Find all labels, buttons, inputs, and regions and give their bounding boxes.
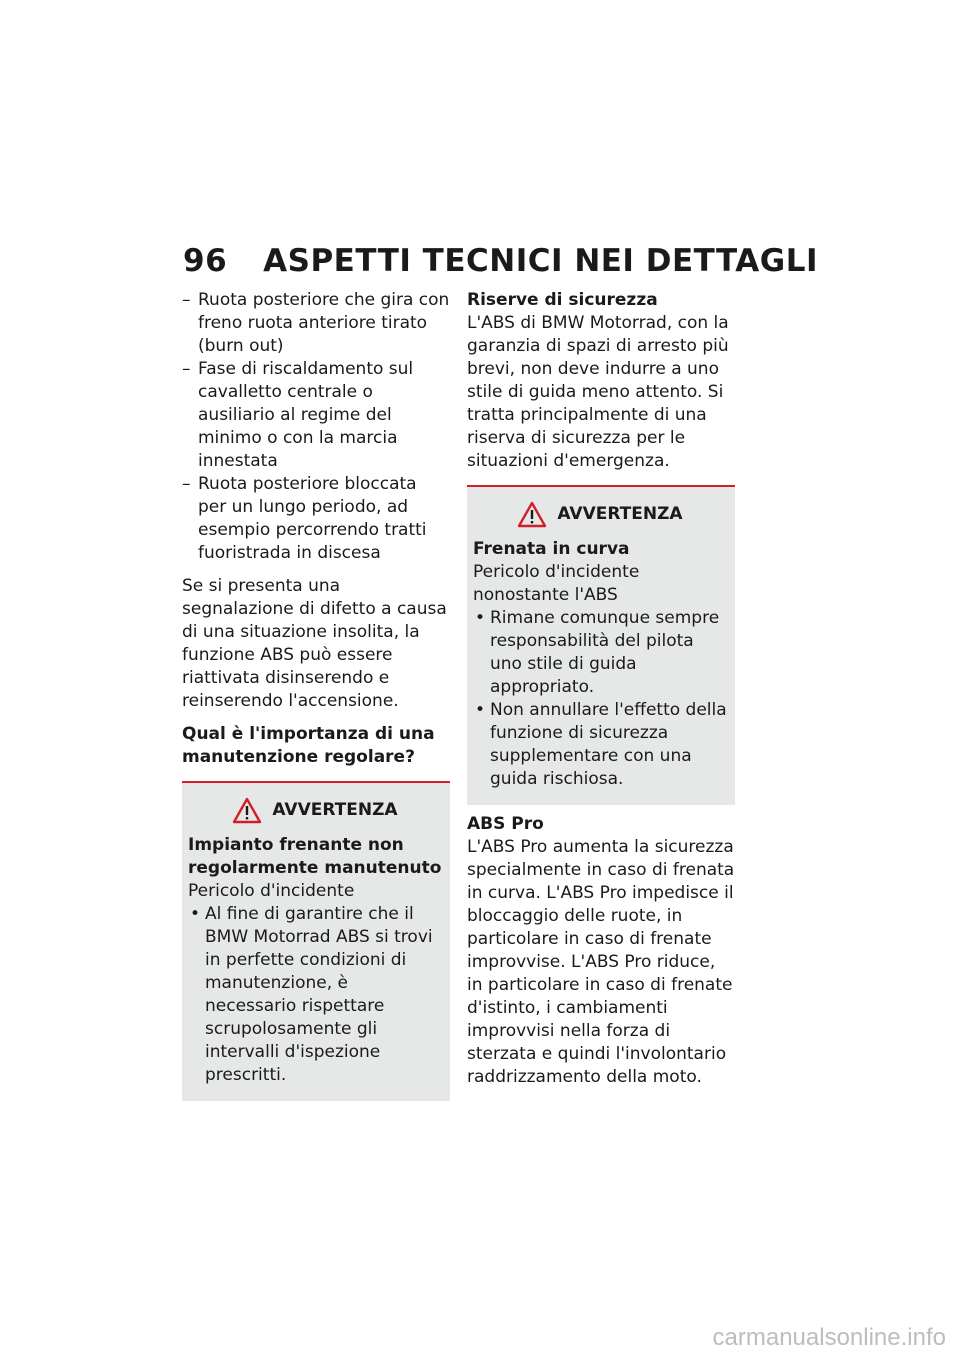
section-heading: Riserve di sicurezza [467,290,658,310]
bullet-marker: • [475,700,486,720]
warning-bullets [473,607,727,791]
warning-triangle-icon [232,797,262,824]
list-item: – Ruota posteriore che gira con freno ruota anteriore tirato (burn out) [182,290,450,356]
list-item: • Non annullare l'effetto della funzione di sicurezza supplementare con una guida rischiosa. [475,700,727,789]
page-header [183,243,818,279]
bullet-marker: • [190,904,201,924]
body-paragraph: Se si presenta una segnalazione di difetto a causa di una situazione insolita, la funzione ABS può essere riattivata disinserendo e reinserendo l'accensione. [182,576,447,711]
left-column [182,289,450,1101]
dash-marker: – [182,474,191,494]
list-item: – Ruota posteriore bloccata per un lungo periodo, ad esempio percorrendo tratti fuoristrada in discesa [182,474,427,563]
warning-label: AVVERTENZA [272,800,398,820]
dash-marker: – [182,290,191,310]
warning-box [182,781,450,1101]
warning-box [467,485,735,805]
body-paragraph: L'ABS Pro aumenta la sicurezza specialmente in caso di frenata in curva. L'ABS Pro impedisce il bloccaggio delle ruote, in particolare in caso di frenate improvvise. L'ABS Pro riduce, in particolare in caso di frenate d'istinto, i cambiamenti improvvisi nella forza di sterzata e quindi l'involontario raddrizzamento della moto. [467,837,735,1087]
right-column [467,289,735,1099]
section-heading: Qual è l'importanza di una manutenzione regolare? [182,724,435,767]
page-title: ASPETTI TECNICI NEI DETTAGLI [263,243,818,279]
list-item: • Rimane comunque sempre responsabilità del pilota uno stile di guida appropriato. [475,608,720,697]
warning-triangle-icon [517,501,547,528]
body-paragraph: L'ABS di BMW Motorrad, con la garanzia di spazi di arresto più brevi, non deve indurre a uno stile di guida meno attento. Si tratta principalmente di una riserva di sicurezza per le situazioni d'emergenza. [467,313,729,471]
page-number: 96 [183,243,228,279]
warning-title: Frenata in curva [473,539,630,559]
list-item: – Fase di riscaldamento sul cavalletto centrale o ausiliario al regime del minimo o con la marcia innestata [182,359,414,471]
warning-subtitle: Pericolo d'incidente nonostante l'ABS [473,562,640,605]
warning-label: AVVERTENZA [557,504,683,524]
bullet-marker: • [475,608,486,628]
warning-subtitle: Pericolo d'incidente [188,881,355,901]
warning-header [188,797,442,824]
section-heading: ABS Pro [467,814,544,834]
dash-marker: – [182,359,191,379]
watermark: carmanualsonline.info [712,1324,946,1351]
warning-title: Impianto frenante non regolarmente manutenuto [188,835,442,878]
dash-list [182,289,450,565]
list-item: • Al fine di garantire che il BMW Motorrad ABS si trovi in perfette condizioni di manutenzione, è necessario rispettare scrupolosamente gli intervalli d'ispezione prescritti. [190,904,433,1085]
warning-bullets [188,903,442,1087]
warning-header [473,501,727,528]
